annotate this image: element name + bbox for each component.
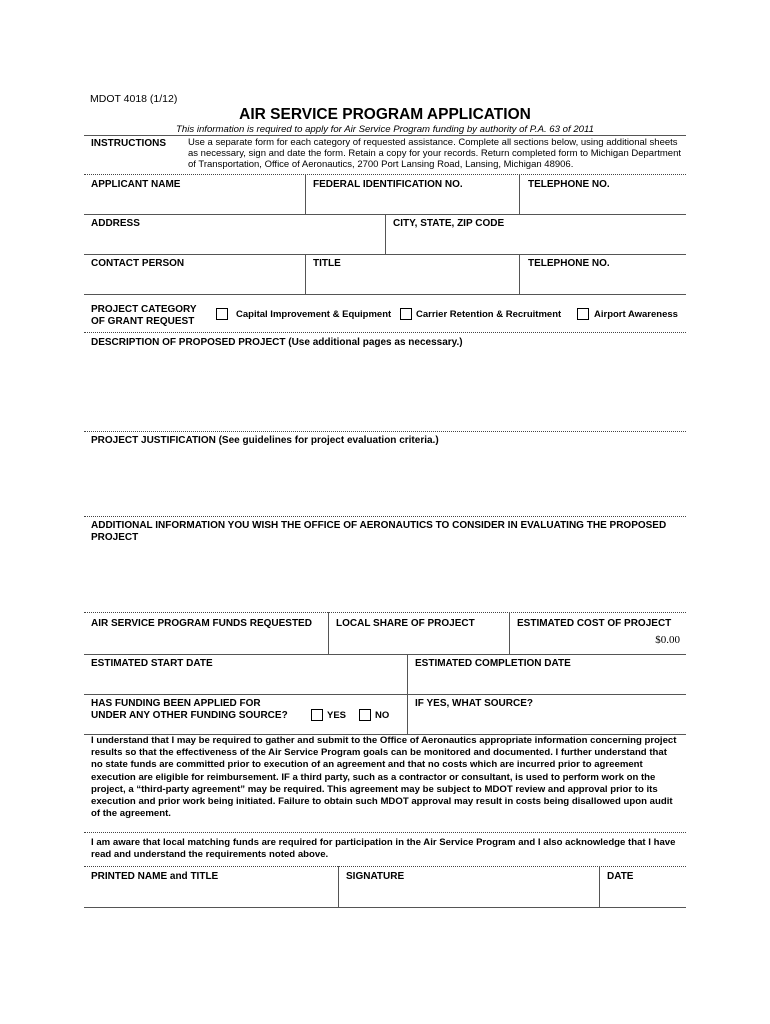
estimated-cost-label: ESTIMATED COST OF PROJECT <box>517 618 672 629</box>
other-funding-label: UNDER ANY OTHER FUNDING SOURCE? <box>91 710 288 721</box>
description-field[interactable] <box>86 352 684 428</box>
contact-person-label: CONTACT PERSON <box>91 258 185 269</box>
telephone-field[interactable] <box>522 192 684 212</box>
instructions-label: INSTRUCTIONS <box>91 138 166 149</box>
divider <box>84 174 686 175</box>
funding-source-label: IF YES, WHAT SOURCE? <box>415 698 533 709</box>
address-label: ADDRESS <box>91 218 140 229</box>
contact-person-field[interactable] <box>86 272 302 292</box>
instructions-text: Use a separate form for each category of requested assistance. Complete all sections below, using additional sheets as necessary, sign and date the form. Retain a copy for your records. Return completed form to Michigan Department of Transportation, Office of Aeronautics, 2700 Port Lansing Road, Lansing, Michigan 48906. <box>188 137 682 170</box>
federal-id-label: FEDERAL IDENTIFICATION NO. <box>313 179 463 190</box>
divider <box>599 866 600 907</box>
airport-awareness-label: Airport Awareness <box>594 309 678 320</box>
signature-field[interactable] <box>341 885 596 905</box>
capital-improvement-checkbox[interactable] <box>216 308 228 320</box>
page-title: AIR SERVICE PROGRAM APPLICATION <box>239 106 531 123</box>
applicant-name-field[interactable] <box>86 192 302 212</box>
airport-awareness-checkbox[interactable] <box>577 308 589 320</box>
rule-under-subtitle <box>84 135 686 136</box>
divider <box>84 866 686 867</box>
funds-requested-label: AIR SERVICE PROGRAM FUNDS REQUESTED <box>91 618 312 629</box>
funding-yes-checkbox[interactable] <box>311 709 323 721</box>
additional-info-label: ADDITIONAL INFORMATION YOU WISH THE OFFICE OF AERONAUTICS TO CONSIDER IN EVALUATING THE PROPOSED PROJECT <box>91 520 667 543</box>
capital-improvement-label: Capital Improvement & Equipment <box>236 309 392 320</box>
contact-telephone-field[interactable] <box>522 272 684 292</box>
divider <box>84 516 686 517</box>
start-date-field[interactable] <box>86 672 404 692</box>
city-state-zip-field[interactable] <box>388 232 684 252</box>
federal-id-field[interactable] <box>308 192 516 212</box>
printed-name-label: PRINTED NAME and TITLE <box>91 871 219 882</box>
divider <box>338 866 339 907</box>
agreement-text: I understand that I may be required to gather and submit to the Office of Aeronautics appropriate information concerning project results so that the effectiveness of the Air Service Program goals can be monitored and documented. I further understand that no state funds are committed prior to execution of an agreement and that no costs which are incurred prior to agreement execution are eligible for reimbursement. IF a third party, such as a contractor or consultant, is used to perform work on the project, a “third-party agreement” may be required. This agreement may be subject to MDOT review and approval prior to its execution and prior work being initiated. Failure to obtain such MDOT approval may result in costs being disallowed upon audit of the agreement. <box>91 735 677 820</box>
description-label: DESCRIPTION OF PROPOSED PROJECT (Use additional pages as necessary.) <box>91 337 463 348</box>
divider <box>509 612 510 654</box>
additional-info-field[interactable] <box>86 546 684 608</box>
divider <box>84 832 686 833</box>
telephone-label: TELEPHONE NO. <box>528 179 610 190</box>
divider <box>407 654 408 694</box>
divider <box>305 254 306 294</box>
project-category-label: OF GRANT REQUEST <box>91 316 195 327</box>
title-label: TITLE <box>313 258 341 269</box>
acknowledge-text: I am aware that local matching funds are required for participation in the Air Service Program and I also acknowledge that I have read and understand the requirements noted above. <box>91 837 676 861</box>
funding-no-label: NO <box>375 710 390 721</box>
divider <box>84 294 686 295</box>
carrier-retention-checkbox[interactable] <box>400 308 412 320</box>
carrier-retention-label: Carrier Retention & Recruitment <box>416 309 562 320</box>
form-number: MDOT 4018 (1/12) <box>90 93 178 105</box>
funds-requested-field[interactable] <box>86 632 325 652</box>
divider <box>84 332 686 333</box>
start-date-label: ESTIMATED START DATE <box>91 658 213 669</box>
applicant-name-label: APPLICANT NAME <box>91 179 181 190</box>
funding-yes-label: YES <box>327 710 347 721</box>
date-field[interactable] <box>602 885 684 905</box>
divider <box>519 254 520 294</box>
project-category-label: PROJECT CATEGORY <box>91 304 197 315</box>
divider <box>84 254 686 255</box>
divider <box>84 431 686 432</box>
completion-date-field[interactable] <box>410 672 684 692</box>
other-funding-label: HAS FUNDING BEEN APPLIED FOR <box>91 698 261 709</box>
local-share-field[interactable] <box>331 632 506 652</box>
divider <box>305 174 306 214</box>
justification-field[interactable] <box>86 450 684 514</box>
telephone-label: TELEPHONE NO. <box>528 258 610 269</box>
printed-name-field[interactable] <box>86 885 335 905</box>
divider <box>385 214 386 254</box>
divider <box>407 694 408 734</box>
page-subtitle: This information is required to apply for Air Service Program funding by authority of P.A. 63 of 2011 <box>176 124 594 135</box>
completion-date-label: ESTIMATED COMPLETION DATE <box>415 658 571 669</box>
justification-label: PROJECT JUSTIFICATION (See guidelines for project evaluation criteria.) <box>91 435 439 446</box>
funding-no-checkbox[interactable] <box>359 709 371 721</box>
address-field[interactable] <box>86 232 382 252</box>
contact-title-field[interactable] <box>308 272 516 292</box>
city-state-zip-label: CITY, STATE, ZIP CODE <box>393 218 505 229</box>
divider <box>519 174 520 214</box>
divider <box>84 694 686 695</box>
signature-label: SIGNATURE <box>346 871 405 882</box>
divider <box>84 654 686 655</box>
date-label: DATE <box>607 871 634 882</box>
divider <box>84 907 686 908</box>
estimated-cost-value[interactable]: $0.00 <box>655 634 680 646</box>
divider <box>328 612 329 654</box>
local-share-label: LOCAL SHARE OF PROJECT <box>336 618 475 629</box>
funding-source-field[interactable] <box>410 712 684 732</box>
divider <box>84 612 686 613</box>
